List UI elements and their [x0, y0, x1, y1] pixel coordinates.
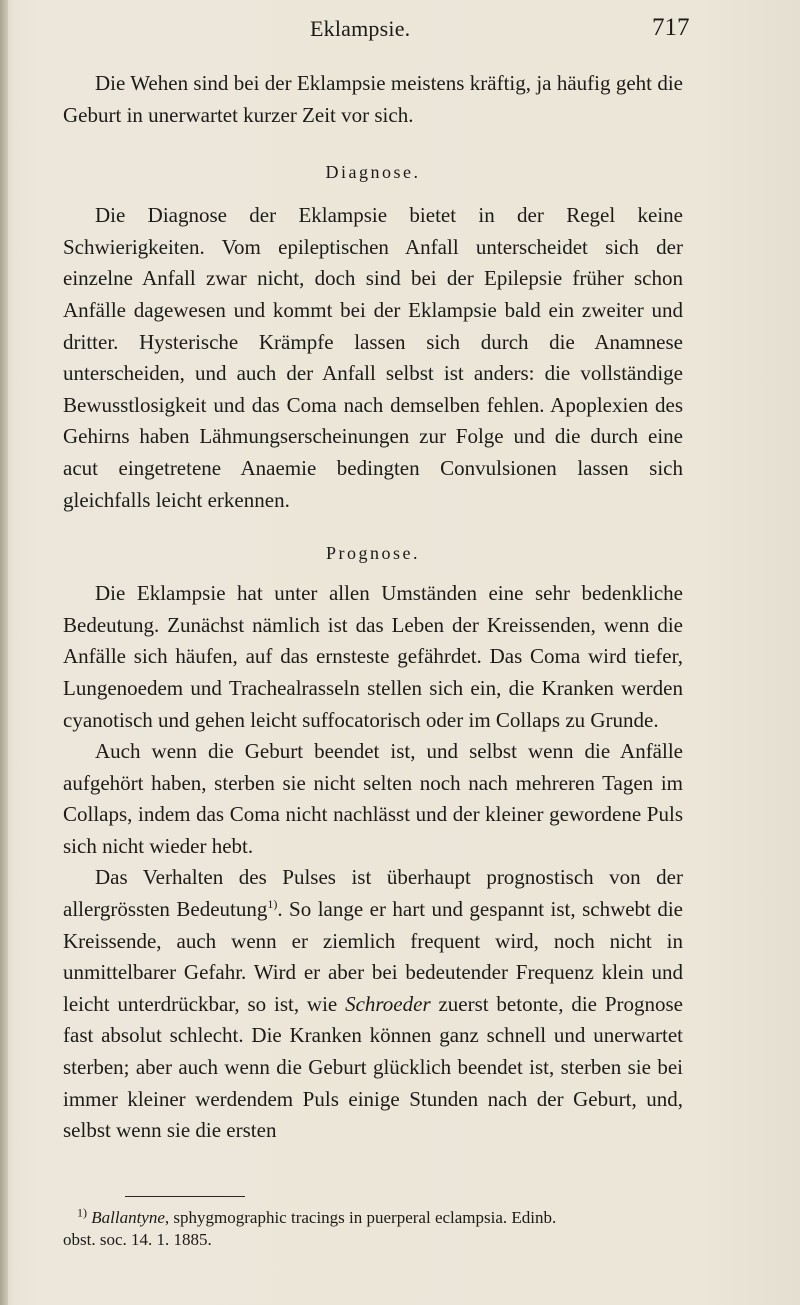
- diagnose-paragraph: Die Diagnose der Eklampsie bietet in der Regel keine Schwierigkeiten. Vom epileptischen Anfall unterscheidet sich der einzelne Anfall zwar nicht, doch sind bei der Epilepsie früher schon Anfälle dagewesen und kommt bei der Eklampsie bald ein zweiter und dritter. Hysterische Krämpfe lassen sich durch die Anamnese unterscheiden, und auch der Anfall selbst ist anders: die vollständige Bewusstlosigkeit und das Coma nach demselben fehlen. Apoplexien des Gehirns haben Lähmungserscheinungen zur Folge und die durch eine acut eingetretene Anaemie bedingten Convulsionen lassen sich gleichfalls leicht erkennen.: [63, 203, 683, 512]
- page-number: 717: [652, 14, 690, 41]
- page-header: [0, 14, 800, 44]
- paragraph-text: Das Verhalten des Pulses ist überhaupt prognostisch von der allergrössten Bedeutung: [63, 865, 683, 922]
- footnote: [63, 1207, 683, 1251]
- intro-paragraph: Die Wehen sind bei der Eklampsie meistens kräftig, ja häufig geht die Geburt in unerwartet kurzer Zeit vor sich.: [63, 71, 683, 127]
- footnote-author: Ballantyne: [91, 1208, 165, 1227]
- footnote-marker: 1): [77, 1205, 87, 1220]
- footnote-text: , sphygmographic tracings in puerperal eclampsia. Edinb.: [164, 1208, 557, 1227]
- paragraph-text: zuerst betonte, die Prognose fast absolut schlecht. Die Kranken können ganz schnell und unerwartet sterben; aber auch wenn die Geburt glücklich beendet ist, sterben sie bei immer kleiner werdendem Puls einige Stunden nach der Geburt, und, selbst wenn sie die ersten: [63, 991, 683, 1143]
- book-spine-shadow: [0, 0, 8, 1305]
- running-title: Eklampsie.: [310, 16, 411, 41]
- footnote-divider: [125, 1196, 245, 1197]
- prognose-paragraph-2: Auch wenn die Geburt beendet ist, und selbst wenn die Anfälle aufgehört haben, sterben sie nicht selten noch nach mehreren Tagen im Collaps, indem das Coma nicht nachlässt und der kleiner gewordene Puls sich nicht wieder hebt.: [63, 739, 683, 858]
- author-name: Schroeder: [345, 991, 431, 1016]
- prognose-heading: Prognose.: [326, 543, 420, 564]
- prognose-paragraph-3: [63, 862, 683, 1146]
- footnote-reference: 1): [267, 897, 278, 912]
- prognose-paragraph-1: Die Eklampsie hat unter allen Umständen eine sehr bedenkliche Bedeutung. Zunächst nämlich ist das Leben der Kreissenden, wenn die Anfälle sich häufen, auf das ernsteste gefährdet. Das Coma wird tiefer, Lungenoedem und Trachealrasseln stellen sich ein, die Kranken werden cyanotisch und gehen leicht suffocatorisch oder im Collaps zu Grunde.: [63, 581, 683, 732]
- paragraph-text: . So lange er hart und gespannt ist, schwebt die Kreissende, auch wenn er ziemlich frequent wird, noch nicht in unmittelbarer Gefahr. Wird er aber bei bedeutender Frequenz klein und leicht unterdrückbar, so ist, wie: [63, 897, 684, 1016]
- footnote-line-1: [63, 1207, 683, 1229]
- footnote-line-2: obst. soc. 14. 1. 1885.: [63, 1230, 212, 1249]
- main-text: [63, 68, 683, 1147]
- diagnose-heading: Diagnose.: [325, 162, 421, 183]
